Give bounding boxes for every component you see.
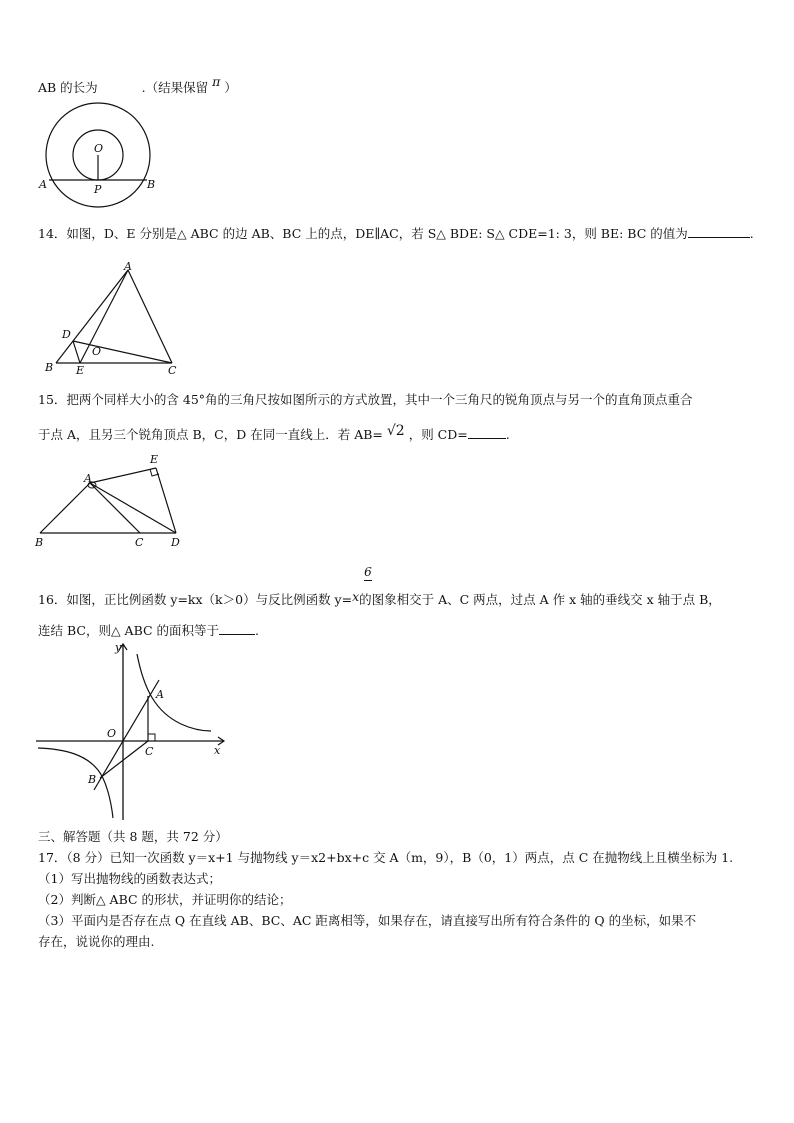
label-o: O <box>92 345 102 358</box>
q16-line2-a: 连结 BC，则△ ABC 的面积等于 <box>38 623 220 638</box>
q13-text-b: .（结果保留 <box>141 80 209 95</box>
q14-triangle-figure <box>40 260 180 375</box>
label-a: A <box>84 472 92 485</box>
line-y-kx <box>94 680 159 790</box>
q15-end: . <box>505 427 510 442</box>
fraction-numerator: 6 <box>364 565 372 579</box>
label-c: C <box>168 364 177 375</box>
q15-line-1 <box>38 392 693 408</box>
q15-line-2 <box>38 423 510 443</box>
pi-symbol: π <box>212 74 221 89</box>
q16-line-1 <box>38 589 721 608</box>
label-c: C <box>145 745 154 758</box>
label-e: E <box>76 364 85 375</box>
label-b: B <box>147 178 156 191</box>
q15-line2-a: 于点 A，且另三个锐角顶点 B，C，D 在同一直线上．若 AB= <box>38 427 383 442</box>
label-o: O <box>94 142 104 155</box>
segment-ae <box>80 270 128 363</box>
label-a: A <box>39 178 47 191</box>
q16-answer-blank[interactable] <box>219 622 255 635</box>
q14-text: 14．如图，D、E 分别是△ ABC 的边 AB、BC 上的点，DE∥AC，若 S△ BDE: S△ CDE=1: 3，则 BE: BC 的值为 <box>38 226 688 241</box>
fraction-denominator: x <box>352 589 360 604</box>
q15-set-squares-figure <box>32 450 192 550</box>
label-o: O <box>107 727 117 740</box>
section-heading: 三、解答题（共 8 题，共 72 分） <box>38 829 228 844</box>
q13-line <box>38 74 237 96</box>
label-b: B <box>35 536 44 549</box>
q15-line2-b: ，则 CD= <box>408 427 468 442</box>
q17-line-1: 17．（8 分）已知一次函数 y＝x+1 与抛物线 y＝x2+bx+c 交 A（m，9），B（0，1）两点，点 C 在抛物线上且横坐标为 1. <box>38 850 734 865</box>
label-b: B <box>88 773 97 786</box>
label-a: A <box>156 688 164 701</box>
q13-text-a: AB 的长为 <box>38 80 98 95</box>
q14-end: . <box>749 226 754 241</box>
q14-answer-blank[interactable] <box>688 225 750 238</box>
fraction-bar <box>364 580 372 581</box>
hyperbola-branch-2 <box>38 748 113 818</box>
sqrt-two: √2 <box>386 423 405 439</box>
segment-dc <box>73 341 172 363</box>
label-d: D <box>171 536 180 549</box>
q16-function-graph-figure <box>36 640 231 822</box>
label-b: B <box>45 361 54 374</box>
q13-text-c: ） <box>224 80 237 95</box>
q16-line-2 <box>38 622 259 639</box>
label-e: E <box>150 453 159 466</box>
label-d: D <box>62 328 71 341</box>
right-angle-mark-c <box>148 734 155 741</box>
q16-end: . <box>255 623 260 638</box>
label-p: P <box>94 183 102 196</box>
side-ae <box>90 468 156 483</box>
q15-line1: 15．把两个同样大小的含 45°角的三角尺按如图所示的方式放置，其中一个三角尺的锐角顶点与另一个的直角顶点重合 <box>38 392 693 407</box>
q17-part-2: （2）判断△ ABC 的形状，并证明你的结论； <box>38 892 292 907</box>
side-ac <box>128 270 172 363</box>
q14-line <box>38 225 754 242</box>
q17-part-3b: 存在，说说你的理由. <box>38 934 155 949</box>
label-x: x <box>214 744 221 757</box>
side-ab <box>40 483 90 533</box>
q17-part-1: （1）写出抛物线的函数表达式； <box>38 871 221 886</box>
q15-answer-blank[interactable] <box>468 426 506 439</box>
label-c: C <box>135 536 144 549</box>
label-y: y <box>115 641 122 654</box>
q16-line1-b: 的图象相交于 A、C 两点，过点 A 作 x 轴的垂线交 x 轴于点 B， <box>359 592 721 607</box>
fraction-6-over-x <box>362 566 374 581</box>
q16-line1-a: 16．如图，正比例函数 y=kx（k＞0）与反比例函数 y= <box>38 592 353 607</box>
label-a: A <box>124 260 132 273</box>
segment-de <box>73 341 80 363</box>
segment-bc <box>100 741 148 778</box>
q17-part-3a: （3）平面内是否存在点 Q 在直线 AB、BC、AC 距离相等，如果存在，请直接写出所有符合条件的 Q 的坐标，如果不 <box>38 913 697 928</box>
q13-concentric-circles-figure <box>38 100 163 212</box>
